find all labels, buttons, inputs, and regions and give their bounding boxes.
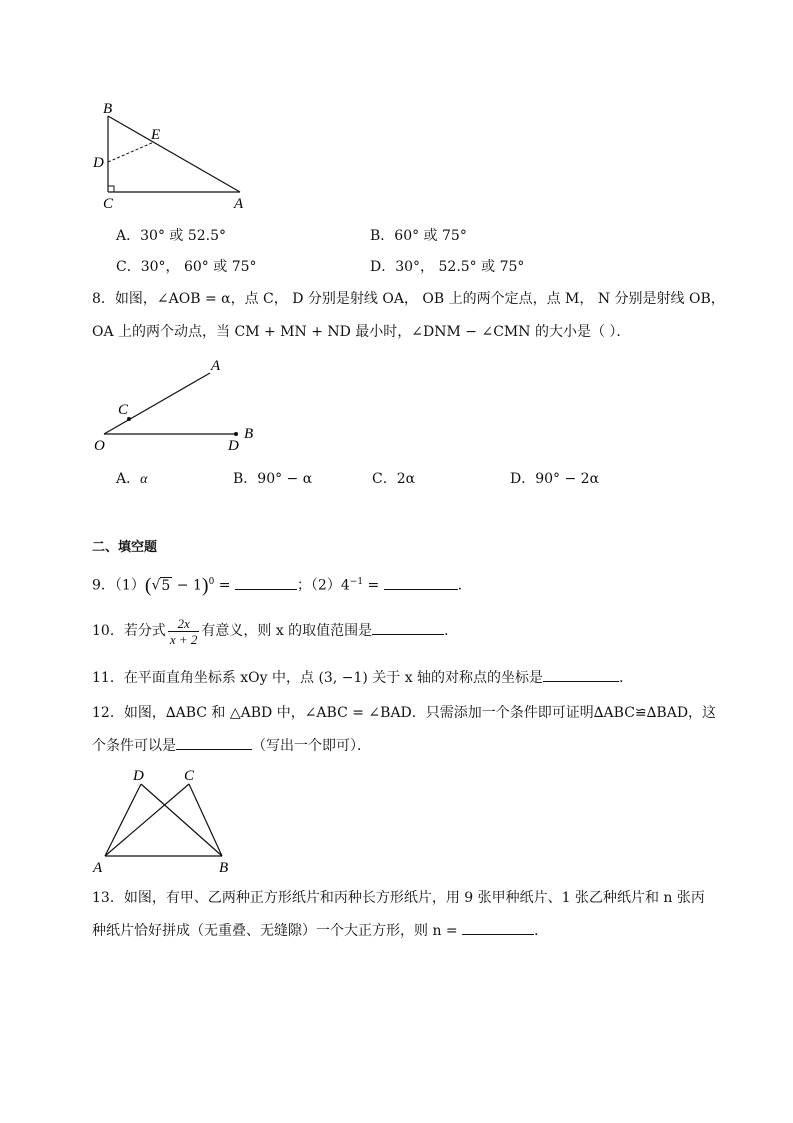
q8-option-a[interactable]: [116, 469, 147, 490]
label-c: C: [184, 768, 195, 784]
q11-stem: [92, 667, 633, 688]
q13-end: ．: [534, 923, 549, 939]
option-letter: D．: [370, 259, 396, 275]
q12-line2-suffix: （写出一个即可）．: [252, 738, 371, 754]
option-text: 2α: [396, 471, 416, 487]
q11-end: ．: [619, 670, 634, 686]
minus-one: − 1: [172, 577, 202, 594]
q8-stem-line2: OA 上的两个动点，当 CM + MN + ND 最小时，∠DNM − ∠CMN 的大小是（ ）．: [92, 324, 631, 340]
equals-2: =: [363, 577, 384, 594]
q7-option-d[interactable]: [370, 257, 524, 277]
option-letter: A．: [116, 228, 141, 244]
sqrt-symbol: √: [151, 577, 161, 594]
q8-angle-figure: [88, 355, 273, 455]
side-ba: [108, 116, 240, 192]
paren-left: (: [144, 574, 152, 597]
q12-quadrilateral-figure: [88, 764, 248, 876]
q7-option-b[interactable]: [370, 226, 467, 246]
label-a: A: [211, 358, 221, 374]
option-letter: A．: [116, 471, 141, 487]
option-text: 90° − α: [257, 471, 313, 487]
q9-end: ．: [457, 577, 472, 594]
label-b: B: [219, 860, 229, 876]
right-angle-mark: [108, 186, 114, 192]
q9-prefix: 9．（1）: [92, 577, 145, 594]
option-text: 90° − 2α: [535, 471, 600, 487]
q11-text: 11．在平面直角坐标系 xOy 中，点 (3, −1) 关于 x 轴的对称点的坐标是: [92, 670, 544, 686]
q12-stem-line1: 12．如图，∆ABC 和 △ABD 中，∠ABC = ∠BAD．只需添加一个条件即可证明∆ABC≌∆BAD，这: [92, 705, 717, 721]
option-text: 30°， 52.5° 或 75°: [395, 259, 525, 275]
option-text: 60° 或 75°: [394, 228, 467, 244]
label-b: B: [103, 101, 113, 117]
exponent-neg1: −1: [349, 577, 364, 587]
q8-option-c[interactable]: [372, 469, 415, 489]
label-c: C: [118, 402, 129, 418]
q10-prefix: 10．若分式: [92, 623, 166, 639]
segment-bc: [189, 784, 222, 856]
q8-stem-line1: 8．如图，∠AOB = α，点 C， D 分别是射线 OA， OB 上的两个定点，点 M， N 分别是射线 OB，: [92, 291, 725, 307]
segment-ad: [105, 784, 141, 856]
label-d: D: [228, 438, 239, 454]
answer-blank-1[interactable]: [235, 575, 297, 590]
q12-stem-line2: [92, 735, 371, 756]
equals: =: [214, 577, 235, 594]
label-d: D: [93, 155, 104, 171]
fraction-numerator: 2x: [168, 616, 200, 632]
section-title: 二、填空题: [92, 540, 158, 555]
sqrt-radicand: 5: [161, 577, 171, 594]
q13-stem-line1: 13．如图，有甲、乙两种正方形纸片和丙种长方形纸片，用 9 张甲种纸片、1 张乙种纸片和 n 张丙: [92, 890, 705, 906]
label-a: A: [93, 860, 103, 876]
label-a: A: [234, 196, 244, 212]
q13-line2-prefix: 种纸片恰好拼成（无重叠、无缝隙）一个大正方形，则 n =: [92, 923, 463, 939]
fraction: [168, 616, 200, 647]
q8-option-b[interactable]: [233, 469, 312, 489]
answer-blank[interactable]: [462, 920, 534, 935]
option-letter: D．: [510, 471, 536, 487]
option-letter: C．: [372, 471, 397, 487]
fraction-denominator: x + 2: [169, 631, 198, 647]
q8-option-d[interactable]: [510, 469, 599, 489]
q7-option-a[interactable]: [116, 226, 226, 246]
segment-bd: [141, 784, 222, 856]
option-letter: C．: [116, 259, 141, 275]
label-b: B: [244, 426, 254, 442]
option-letter: B．: [233, 471, 258, 487]
q9-mid: ；（2）: [296, 577, 341, 594]
option-text: 30°， 60° 或 75°: [140, 259, 257, 275]
option-text: α: [140, 472, 148, 487]
point-d: [234, 432, 238, 436]
segment-ac: [105, 784, 189, 856]
q7-option-c[interactable]: [116, 257, 257, 277]
q10-end: ．: [444, 623, 459, 639]
paren-right: ): [201, 574, 209, 597]
dashed-de: [108, 142, 154, 162]
q12-line2-prefix: 个条件可以是: [92, 738, 176, 754]
label-c: C: [103, 196, 114, 212]
q9-stem: [92, 572, 472, 596]
q10-suffix: 有意义，则 x 的取值范围是: [201, 623, 373, 639]
option-letter: B．: [370, 228, 395, 244]
base-4: 4: [340, 577, 350, 594]
label-e: E: [151, 127, 161, 143]
q13-stem-line2: [92, 920, 548, 941]
q10-stem: [92, 614, 458, 648]
answer-blank[interactable]: [543, 667, 619, 682]
answer-blank-2[interactable]: [384, 575, 458, 590]
label-d: D: [133, 768, 144, 784]
answer-blank[interactable]: [372, 620, 444, 635]
label-o: O: [94, 438, 105, 454]
option-text: 30° 或 52.5°: [140, 228, 227, 244]
exponent-zero: 0: [208, 577, 215, 587]
answer-blank[interactable]: [176, 735, 252, 750]
q7-triangle-figure: [88, 98, 258, 214]
